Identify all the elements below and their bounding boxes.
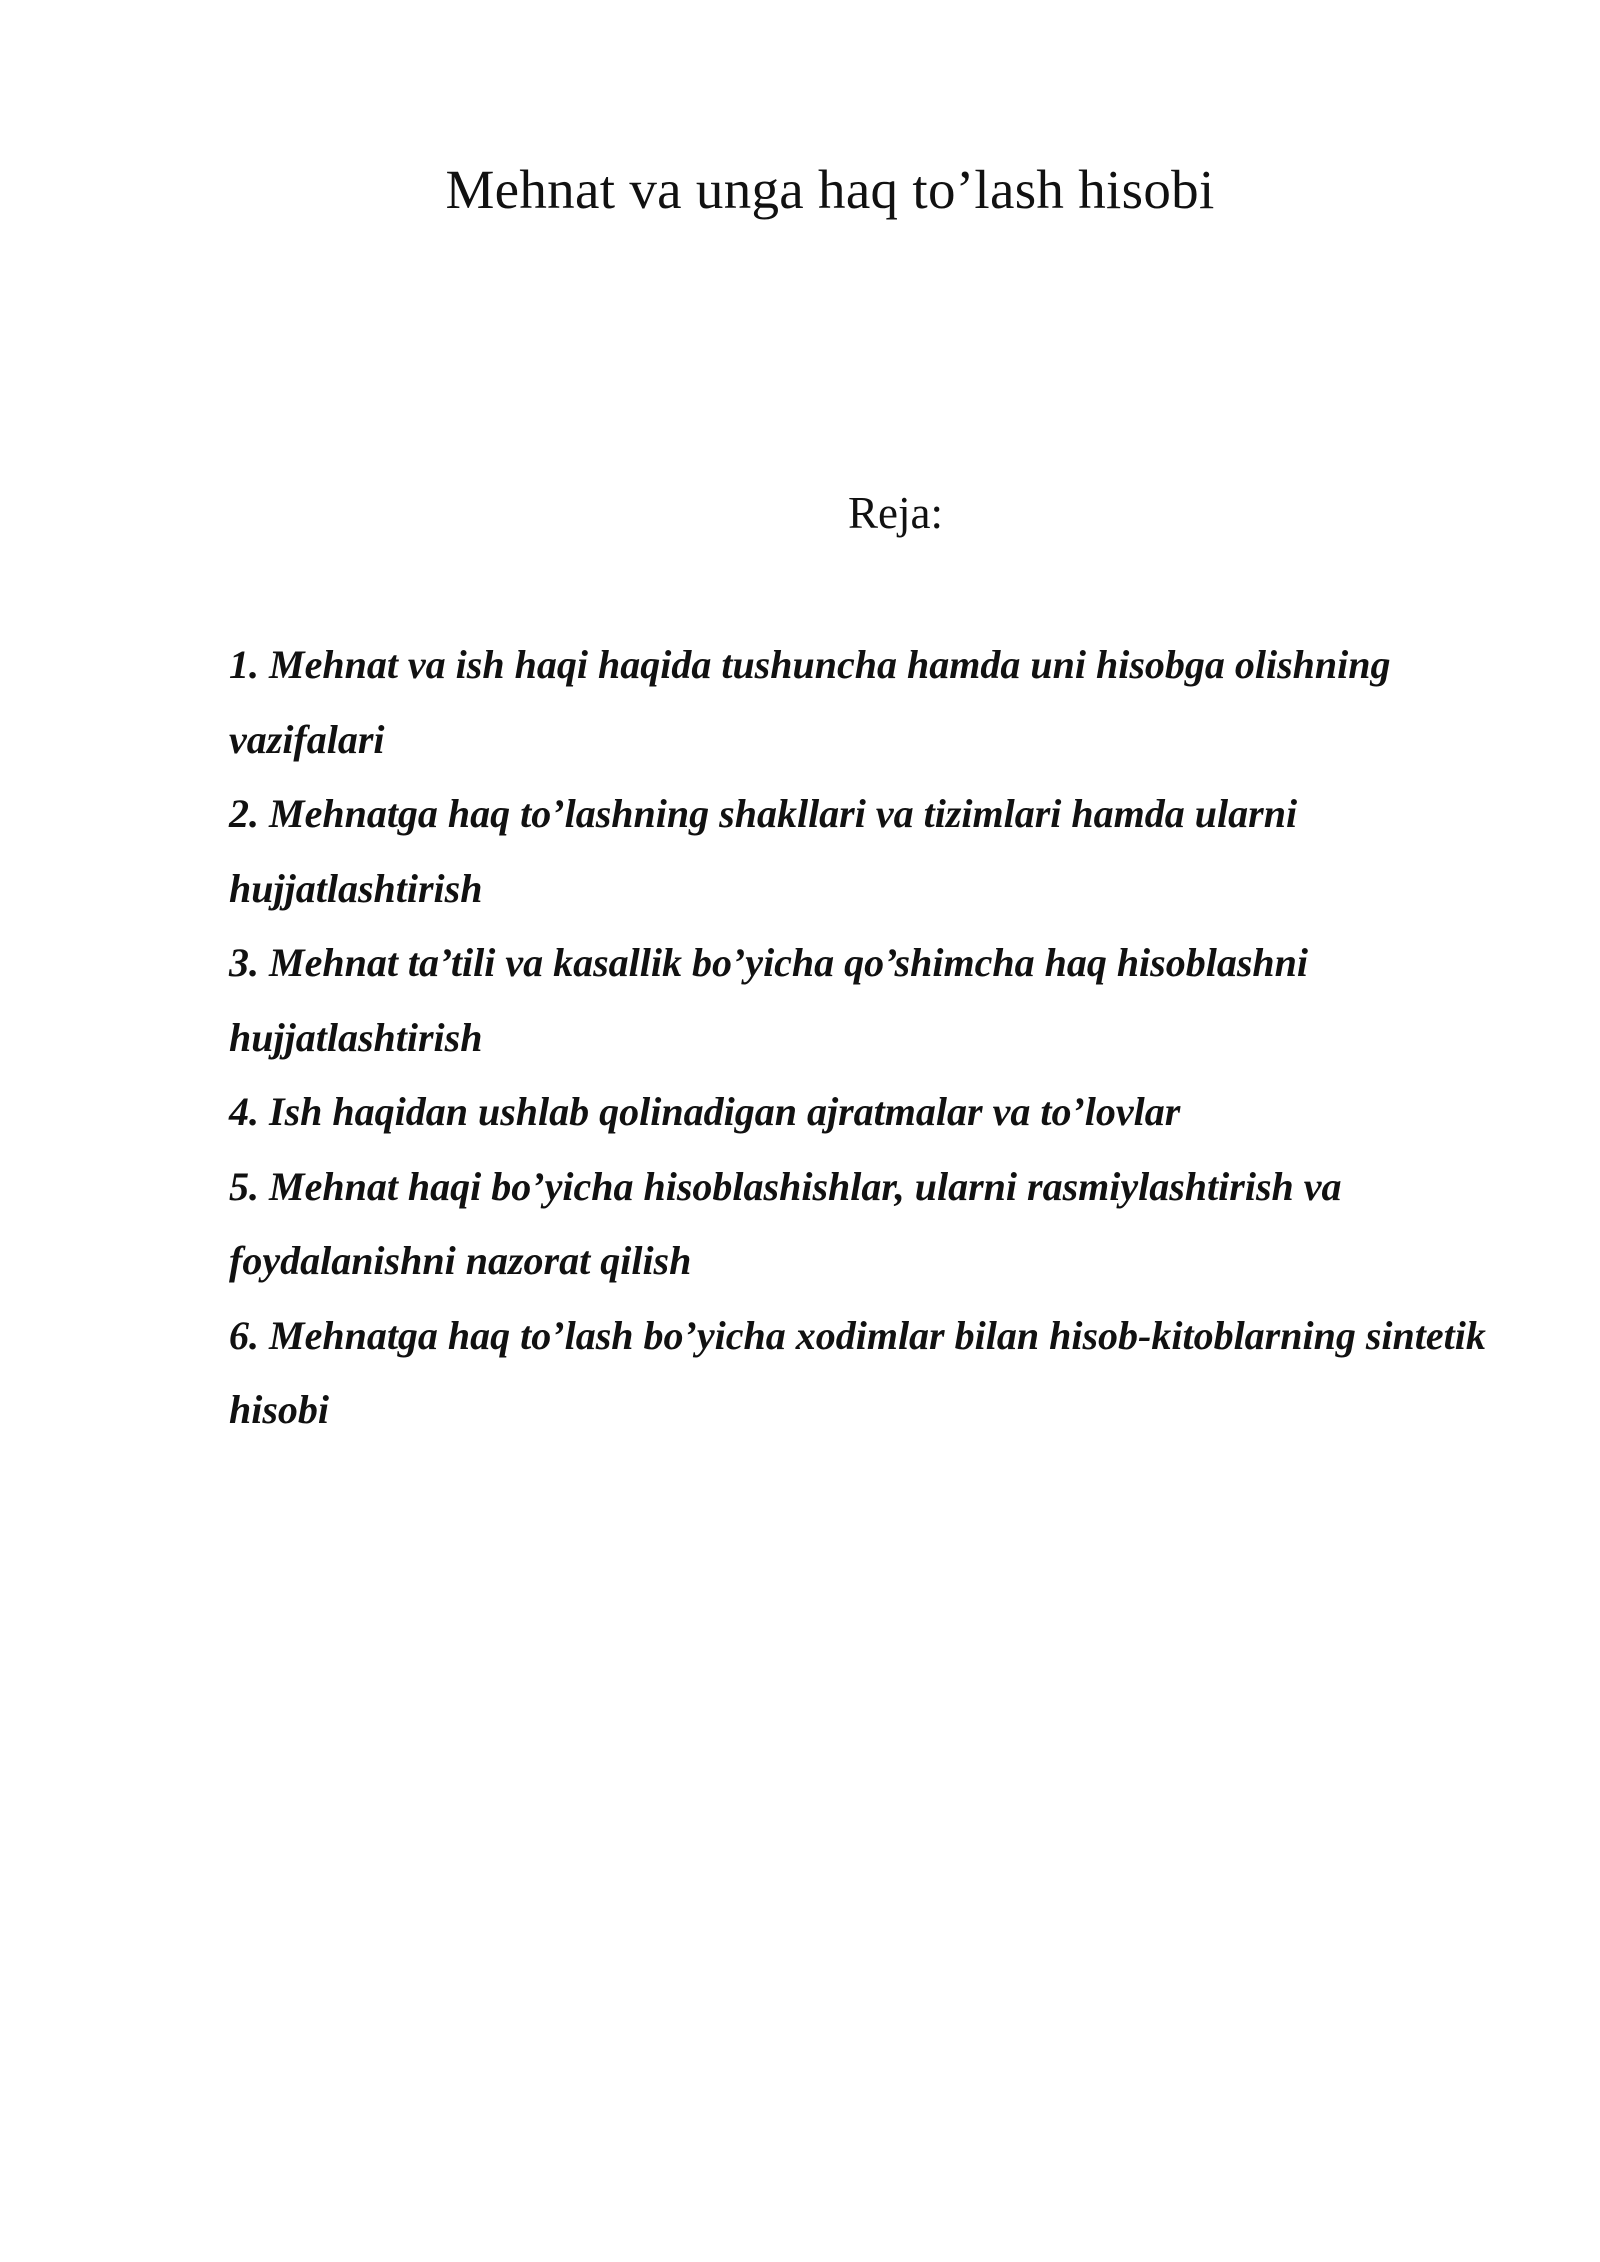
plan-list xyxy=(229,628,1529,1448)
plan-item: 2. Mehnatga haq to’lashning shakllari va tizimlari hamda ularni hujjatlashtirish xyxy=(229,791,1298,911)
plan-item: 6. Mehnatga haq to’lash bo’yicha xodimlar bilan hisob-kitoblarning sintetik hisobi xyxy=(229,1312,1486,1432)
plan-heading: Reja: xyxy=(848,488,943,538)
plan-item: 1. Mehnat va ish haqi haqida tushuncha hamda uni hisobga olishning vazifalari xyxy=(229,642,1391,762)
plan-item: 5. Mehnat haqi bo’yicha hisoblashishlar, ularni rasmiylashtirish va foydalanishni nazorat qilish xyxy=(229,1163,1342,1283)
document-title: Mehnat va unga haq to’lash hisobi xyxy=(445,159,1215,220)
plan-item: 3. Mehnat ta’tili va kasallik bo’yicha qo’shimcha haq hisoblashni hujjatlashtirish xyxy=(229,940,1309,1060)
plan-item: 4. Ish haqidan ushlab qolinadigan ajratmalar va to’lovlar xyxy=(229,1089,1181,1134)
